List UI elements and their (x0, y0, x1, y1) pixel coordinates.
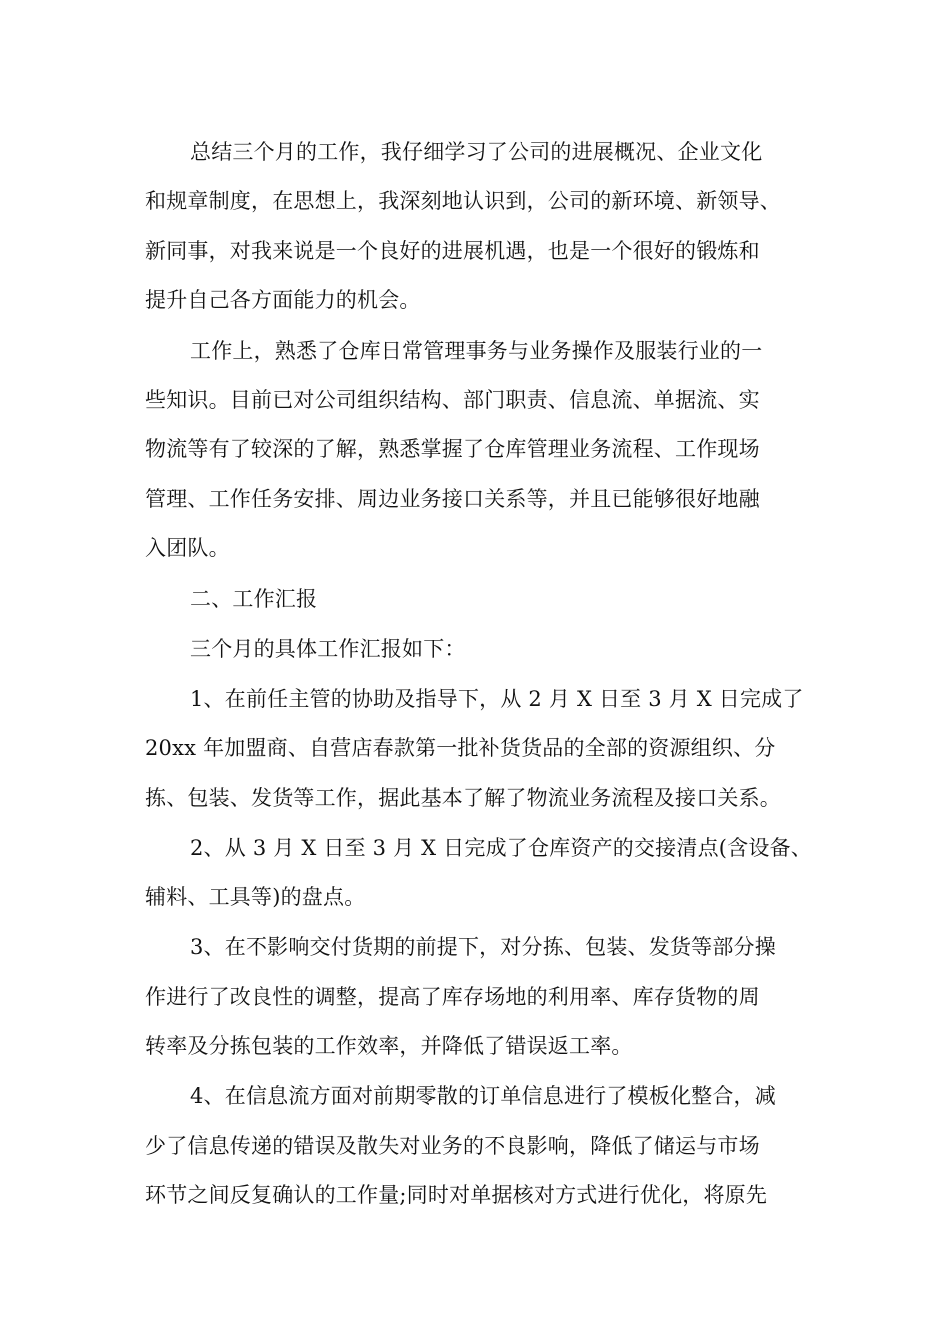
item-4-line-2: 少了信息传递的错误及散失对业务的不良影响，降低了储运与市场 (145, 1134, 760, 1158)
paragraph-1-line-1: 总结三个月的工作，我仔细学习了公司的进展概况、企业文化 (190, 140, 763, 164)
paragraph-2-line-2: 些知识。目前已对公司组织结构、部门职责、信息流、单据流、实 (145, 388, 760, 412)
paragraph-1-line-3: 新同事，对我来说是一个良好的进展机遇，也是一个很好的锻炼和 (145, 239, 760, 263)
paragraph-1-line-2: 和规章制度，在思想上，我深刻地认识到，公司的新环境、新领导、 (145, 189, 781, 213)
item-4-line-1: 4、在信息流方面对前期零散的订单信息进行了模板化整合，减 (190, 1084, 776, 1108)
paragraph-2-line-1: 工作上，熟悉了仓库日常管理事务与业务操作及服装行业的一 (190, 339, 763, 363)
item-3-line-2: 作进行了改良性的调整，提高了库存场地的利用率、库存货物的周 (145, 985, 760, 1009)
item-3-line-1: 3、在不影响交付货期的前提下，对分拣、包装、发货等部分操 (190, 935, 776, 959)
item-1-line-3: 拣、包装、发货等工作，据此基本了解了物流业务流程及接口关系。 (145, 786, 781, 810)
paragraph-2-line-3: 物流等有了较深的了解，熟悉掌握了仓库管理业务流程、工作现场 (145, 437, 760, 461)
item-1-line-1: 1、在前任主管的协助及指导下，从 2 月 X 日至 3 月 X 日完成了 (190, 687, 804, 711)
item-2-line-2: 辅料、工具等)的盘点。 (145, 885, 366, 909)
item-1-line-2: 20xx 年加盟商、自营店春款第一批补货货品的全部的资源组织、分 (145, 736, 776, 760)
paragraph-2-line-4: 管理、工作任务安排、周边业务接口关系等，并且已能够很好地融 (145, 487, 760, 511)
section-heading: 二、工作汇报 (190, 587, 318, 611)
item-4-line-3: 环节之间反复确认的工作量;同时对单据核对方式进行优化，将原先 (145, 1183, 768, 1207)
item-2-line-1: 2、从 3 月 X 日至 3 月 X 日完成了仓库资产的交接清点(含设备、 (190, 836, 812, 860)
paragraph-2-line-5: 入团队。 (145, 536, 230, 560)
paragraph-1-line-4: 提升自己各方面能力的机会。 (145, 288, 421, 312)
report-intro: 三个月的具体工作汇报如下： (190, 637, 466, 661)
item-3-line-3: 转率及分拣包装的工作效率，并降低了错误返工率。 (145, 1034, 633, 1058)
